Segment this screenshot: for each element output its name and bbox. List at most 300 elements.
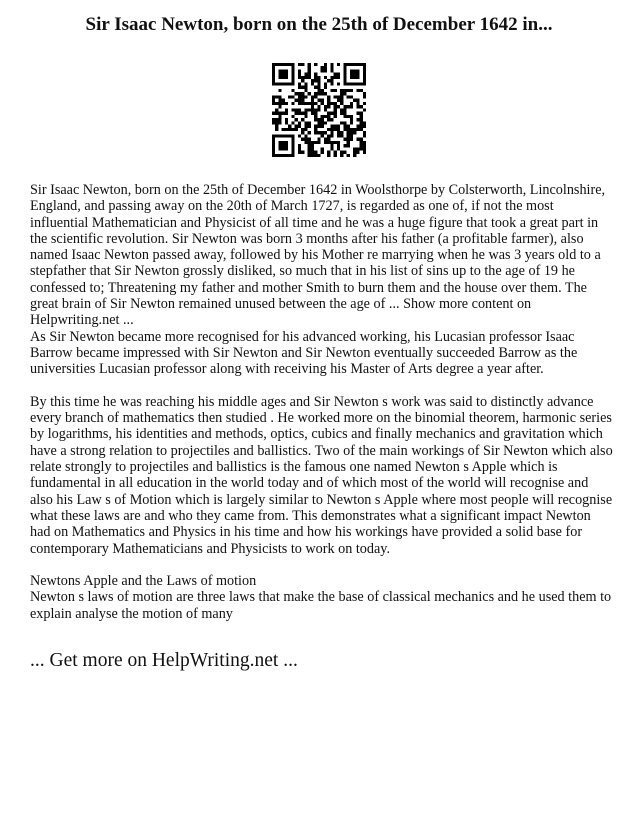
qr-module [337,95,340,98]
qr-module [363,141,366,144]
qr-module [311,102,314,105]
qr-module [308,154,311,157]
qr-module [298,147,301,150]
qr-module [337,134,340,137]
qr-module [311,105,314,108]
qr-module [356,73,359,76]
qr-module [311,154,314,157]
qr-module [337,63,340,66]
qr-module [304,112,307,115]
qr-module [285,134,288,137]
qr-module [275,128,278,131]
qr-module [343,79,346,82]
qr-module [347,115,350,118]
qr-module [285,102,288,105]
qr-module [363,125,366,128]
qr-module [304,102,307,105]
qr-module [295,112,298,115]
qr-module [301,102,304,105]
qr-module [350,76,353,79]
qr-module [356,102,359,105]
qr-module [314,92,317,95]
qr-module [304,115,307,118]
qr-module [308,141,311,144]
qr-module [272,144,275,147]
qr-module [291,63,294,66]
qr-module [282,69,285,72]
qr-module [278,69,281,72]
qr-module [311,79,314,82]
qr-module [275,63,278,66]
qr-module [304,108,307,111]
qr-module [321,89,324,92]
qr-module [298,102,301,105]
qr-module [350,73,353,76]
qr-module [340,134,343,137]
qr-module [337,82,340,85]
qr-module [356,138,359,141]
qr-module [291,76,294,79]
qr-module [308,151,311,154]
qr-module [311,151,314,154]
qr-module [291,128,294,131]
qr-module [347,63,350,66]
qr-module [324,82,327,85]
paragraph-laws: Newton s laws of motion are three laws that make the base of classical mechanics and he used them to explain analyse the motion of many [30,589,612,622]
qr-module [298,121,301,124]
qr-module [330,89,333,92]
qr-module [353,99,356,102]
qr-module [282,147,285,150]
qr-module [350,89,353,92]
qr-module [347,154,350,157]
qr-module [278,105,281,108]
qr-module [334,73,337,76]
qr-module [308,131,311,134]
qr-module [295,125,298,128]
qr-module [285,112,288,115]
qr-module [327,128,330,131]
qr-module [340,89,343,92]
qr-module [330,112,333,115]
qr-module [282,63,285,66]
qr-module [327,115,330,118]
qr-module [314,63,317,66]
qr-module [337,76,340,79]
qr-module [304,121,307,124]
qr-module [363,95,366,98]
qr-module [350,131,353,134]
qr-module [356,105,359,108]
qr-module [340,121,343,124]
qr-module [298,112,301,115]
qr-module [317,138,320,141]
qr-module [308,102,311,105]
qr-module [278,134,281,137]
qr-module [343,115,346,118]
qr-module [308,69,311,72]
qr-module [360,63,363,66]
qr-module [324,76,327,79]
qr-module [330,82,333,85]
qr-module [343,144,346,147]
paragraph-intro: Sir Isaac Newton, born on the 25th of December 1642 in Woolsthorpe by Colsterworth, Lincolnshire, England, and passing away on the 20th of March 1727, is regarded as one of, if not the most influential Mathematician and Physicist of all time and he was a huge figure that took a great part in the scientific revolution. Sir Newton was born 3 months after his father (a profitable farmer), also named Isaac Newton passed away, followed by his Mother re marrying when he was 3 years old to a stepfather that Sir Newton grossly disliked, so much that in his list of sins up to the age of 19 he confessed to; Threatening my father and mother Smith to burn them and the house over them. The great brain of Sir Newton remained unused between the age of ... Show more content on Helpwriting.net ... [30,182,606,329]
qr-module [360,118,363,121]
qr-module [317,76,320,79]
qr-module [285,144,288,147]
qr-module [334,105,337,108]
qr-module [321,121,324,124]
qr-module [343,82,346,85]
qr-module [327,154,330,157]
qr-module [282,141,285,144]
qr-module [314,118,317,121]
qr-module [347,141,350,144]
qr-module [353,128,356,131]
qr-module [295,128,298,131]
qr-module [314,108,317,111]
qr-module [314,131,317,134]
document-title: Sir Isaac Newton, born on the 25th of December 1642 in... [85,14,553,35]
qr-module [291,134,294,137]
qr-module [353,147,356,150]
qr-module [356,82,359,85]
qr-module [317,141,320,144]
qr-module [340,102,343,105]
qr-module [360,125,363,128]
qr-module [291,138,294,141]
qr-module [285,69,288,72]
qr-module [301,63,304,66]
qr-module [311,95,314,98]
qr-module [343,63,346,66]
qr-module [350,128,353,131]
qr-module [340,151,343,154]
qr-module [347,131,350,134]
qr-module [330,141,333,144]
qr-module [291,108,294,111]
qr-module [282,102,285,105]
qr-module [278,112,281,115]
qr-module [272,63,275,66]
qr-module [308,138,311,141]
qr-module [278,89,281,92]
qr-module [301,151,304,154]
qr-module [353,63,356,66]
qr-module [334,76,337,79]
qr-module [321,147,324,150]
qr-module [356,128,359,131]
qr-module [298,92,301,95]
qr-module [337,125,340,128]
qr-module [275,82,278,85]
qr-module [278,147,281,150]
qr-module [343,112,346,115]
qr-module [360,112,363,115]
qr-module [314,141,317,144]
qr-module [360,138,363,141]
qr-module [272,69,275,72]
qr-module [324,69,327,72]
qr-module [304,134,307,137]
qr-module [360,105,363,108]
qr-module [311,141,314,144]
qr-module [298,86,301,89]
qr-module [288,63,291,66]
qr-module [314,125,317,128]
qr-module [304,82,307,85]
qr-module [330,131,333,134]
qr-module [321,92,324,95]
qr-module [272,147,275,150]
qr-module [298,134,301,137]
qr-module [334,125,337,128]
qr-module [282,76,285,79]
qr-module [363,102,366,105]
qr-module [272,138,275,141]
qr-module [275,102,278,105]
qr-module [324,138,327,141]
qr-module [314,79,317,82]
qr-module [278,76,281,79]
qr-module [288,128,291,131]
qr-module [285,118,288,121]
qr-module [327,138,330,141]
qr-module [304,128,307,131]
qr-module [272,73,275,76]
qr-module [330,102,333,105]
qr-module [363,134,366,137]
qr-module [327,102,330,105]
qr-module [291,82,294,85]
qr-module [327,141,330,144]
qr-module [340,131,343,134]
qr-module [334,154,337,157]
qr-module [330,63,333,66]
qr-module [360,128,363,131]
qr-module [340,95,343,98]
qr-module [353,69,356,72]
qr-module [356,118,359,121]
qr-module [291,154,294,157]
qr-module [304,125,307,128]
qr-module [343,66,346,69]
qr-module [308,92,311,95]
qr-module [334,102,337,105]
qr-module [308,144,311,147]
qr-module [363,63,366,66]
qr-module [343,128,346,131]
qr-module [350,121,353,124]
qr-module [301,79,304,82]
qr-module [321,131,324,134]
qr-module [285,73,288,76]
qr-module [340,108,343,111]
qr-module [291,69,294,72]
qr-module [272,102,275,105]
qr-module [278,102,281,105]
qr-module [337,144,340,147]
qr-module [275,154,278,157]
qr-module [356,76,359,79]
qr-module [340,92,343,95]
qr-module [343,105,346,108]
qr-module [324,131,327,134]
qr-module [350,102,353,105]
qr-module [291,102,294,105]
qr-module [298,73,301,76]
qr-module [282,134,285,137]
qr-module [340,112,343,115]
qr-module [301,76,304,79]
qr-module [363,82,366,85]
qr-module [278,63,281,66]
qr-module [334,112,337,115]
qr-module [298,108,301,111]
qr-module [304,89,307,92]
qr-module [363,144,366,147]
qr-module [337,99,340,102]
qr-module [321,69,324,72]
qr-module [285,121,288,124]
qr-module [275,95,278,98]
qr-module [285,82,288,85]
qr-module [295,99,298,102]
qr-module [324,115,327,118]
qr-module [308,125,311,128]
qr-module [360,147,363,150]
qr-module [343,121,346,124]
qr-module [285,154,288,157]
qr-module [275,108,278,111]
qr-module [282,73,285,76]
qr-module [291,95,294,98]
get-more-link[interactable]: ... Get more on HelpWriting.net ... [30,650,298,671]
qr-module [353,154,356,157]
qr-module [282,99,285,102]
qr-module [327,105,330,108]
qr-module [334,141,337,144]
qr-module [291,141,294,144]
qr-module [272,99,275,102]
qr-module [330,66,333,69]
qr-module [314,154,317,157]
qr-module [350,95,353,98]
qr-module [275,121,278,124]
qr-module [285,141,288,144]
qr-module [298,69,301,72]
qr-module [363,121,366,124]
qr-module [272,154,275,157]
qr-module [291,73,294,76]
qr-module [334,108,337,111]
qr-code-icon[interactable] [272,63,366,157]
qr-module [285,76,288,79]
qr-module [282,82,285,85]
qr-module [334,128,337,131]
qr-module [278,144,281,147]
qr-module [291,147,294,150]
qr-module [327,134,330,137]
qr-module [347,95,350,98]
qr-module [314,115,317,118]
qr-module [360,144,363,147]
qr-module [347,125,350,128]
qr-module [324,141,327,144]
qr-module [308,147,311,150]
qr-module [363,147,366,150]
qr-module [350,69,353,72]
qr-module [314,86,317,89]
qr-module [308,73,311,76]
qr-module [298,63,301,66]
qr-module [311,112,314,115]
qr-module [282,144,285,147]
qr-module [298,95,301,98]
qr-module [301,128,304,131]
qr-module [353,76,356,79]
qr-module [330,134,333,137]
qr-module [272,95,275,98]
qr-module [356,99,359,102]
qr-module [285,128,288,131]
qr-module [317,89,320,92]
qr-module [295,108,298,111]
qr-module [353,82,356,85]
qr-module [330,69,333,72]
qr-module [327,99,330,102]
qr-module [288,82,291,85]
qr-module [324,86,327,89]
qr-module [340,99,343,102]
paragraph-middle-ages: By this time he was reaching his middle ages and Sir Newton s work was said to distinctly advance every branch of mathematics then studied . He worked more on the binomial theorem, harmonic series by logarithms, his identities and methods, optics, cubics and finally mechanics and gravitation which have a strong relation to projectiles and ballistics. Two of the main workings of Sir Newton which also relate strongly to projectiles and ballistics is the famous one named Newton s Apple which is fundamental in all education in the world today and of which most of the world will recognise and also his Law s of Motion which is largely similar to Newton s Apple where most people will recognise what these laws are and who they came from. This demonstrates what a significant impact Newton had on Mathematics and Physics in his time and how his workings have provided a solid base for contemporary Mathematicians and Physicists to work on today. [30,393,613,557]
qr-module [275,125,278,128]
qr-module [291,151,294,154]
qr-module [308,66,311,69]
qr-module [321,115,324,118]
qr-module [291,115,294,118]
qr-module [360,141,363,144]
qr-module [337,141,340,144]
qr-module [295,92,298,95]
qr-module [317,92,320,95]
qr-module [272,118,275,121]
qr-module [324,66,327,69]
qr-module [301,118,304,121]
qr-module [353,73,356,76]
qr-module [278,73,281,76]
qr-module [288,95,291,98]
qr-module [327,95,330,98]
qr-module [343,125,346,128]
qr-module [311,99,314,102]
qr-module [321,66,324,69]
qr-module [304,86,307,89]
qr-module [278,141,281,144]
qr-module [363,66,366,69]
qr-module [314,76,317,79]
qr-module [343,69,346,72]
qr-module [308,63,311,66]
qr-module [301,112,304,115]
qr-module [317,105,320,108]
qr-module [330,118,333,121]
qr-module [363,108,366,111]
qr-module [350,138,353,141]
qr-module [272,121,275,124]
qr-module [363,73,366,76]
qr-module [278,99,281,102]
